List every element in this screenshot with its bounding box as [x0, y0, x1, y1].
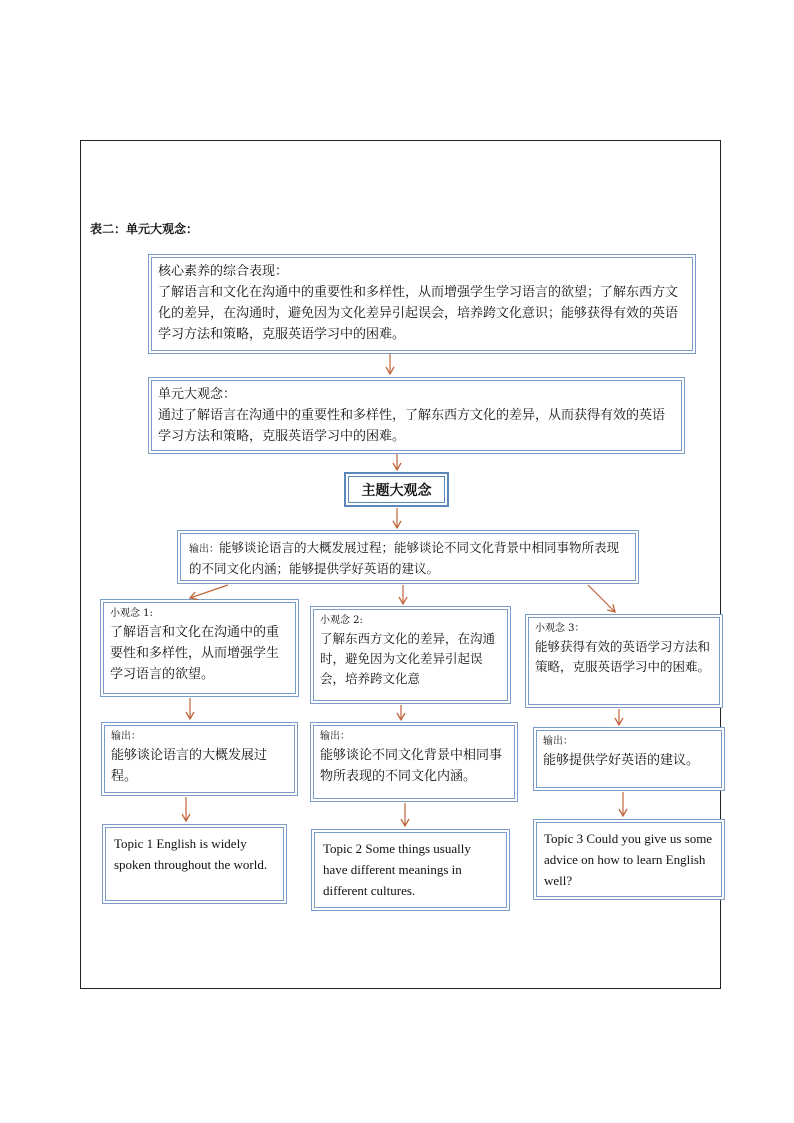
theme-concept-title: 主题大观念	[344, 472, 449, 507]
arrow-output-to-sub3	[588, 585, 615, 612]
main-output-body: 能够谈论语言的大概发展过程；能够谈论不同文化背景中相同事物所表现的不同文化内涵；能够提供学好英语的建议。	[189, 540, 620, 576]
sub-concept-1-label: 小观念 1:	[110, 608, 153, 619]
arrow-output-to-sub1	[190, 585, 228, 598]
output-1-label: 输出：	[111, 731, 141, 742]
unit-concept-title: 单元大观念：	[158, 387, 237, 402]
sub-concept-2-label: 小观念 2:	[320, 615, 363, 626]
sub-concept-3-label: 小观念 3：	[535, 623, 585, 634]
output-2-body: 能够谈论不同文化背景中相同事物所表现的不同文化内涵。	[320, 748, 503, 784]
core-competency-title: 核心素养的综合表现：	[158, 264, 289, 279]
sub-concept-1-body: 了解语言和文化在沟通中的重要性和多样性，从而增强学生学习语言的欲望。	[110, 625, 280, 682]
output-2-label: 输出：	[320, 731, 350, 742]
topic-2-text: Topic 2 Some things usually have different meanings in different cultures.	[323, 841, 471, 898]
section-heading: 表二：单元大观念：	[90, 222, 199, 236]
topic-1-text: Topic 1 English is widely spoken throughout the world.	[114, 836, 268, 872]
main-output-label: 输出：	[189, 544, 219, 555]
output-3-body: 能够提供学好英语的建议。	[543, 753, 700, 768]
unit-concept-body: 通过了解语言在沟通中的重要性和多样性，了解东西方文化的差异，从而获得有效的英语学习方法和策略，克服英语学习中的困难。	[158, 408, 666, 444]
sub-concept-2-body: 了解东西方文化的差异，在沟通时，避免因为文化差异引起误会，培养跨文化意	[320, 631, 496, 686]
sub-concept-3-body: 能够获得有效的英语学习方法和策略，克服英语学习中的困难。	[535, 639, 711, 674]
core-competency-body: 了解语言和文化在沟通中的重要性和多样性，从而增强学生学习语言的欲望；了解东西方文化的差异，在沟通时，避免因为文化差异引起误会，培养跨文化意识；能够获得有效的英语学习方法和策略，克服英语学习中的困难。	[158, 285, 679, 342]
output-3-label: 输出：	[543, 736, 573, 747]
output-1-body: 能够谈论语言的大概发展过程。	[111, 748, 268, 784]
topic-3-text: Topic 3 Could you give us some advice on how to learn English well?	[544, 831, 713, 888]
